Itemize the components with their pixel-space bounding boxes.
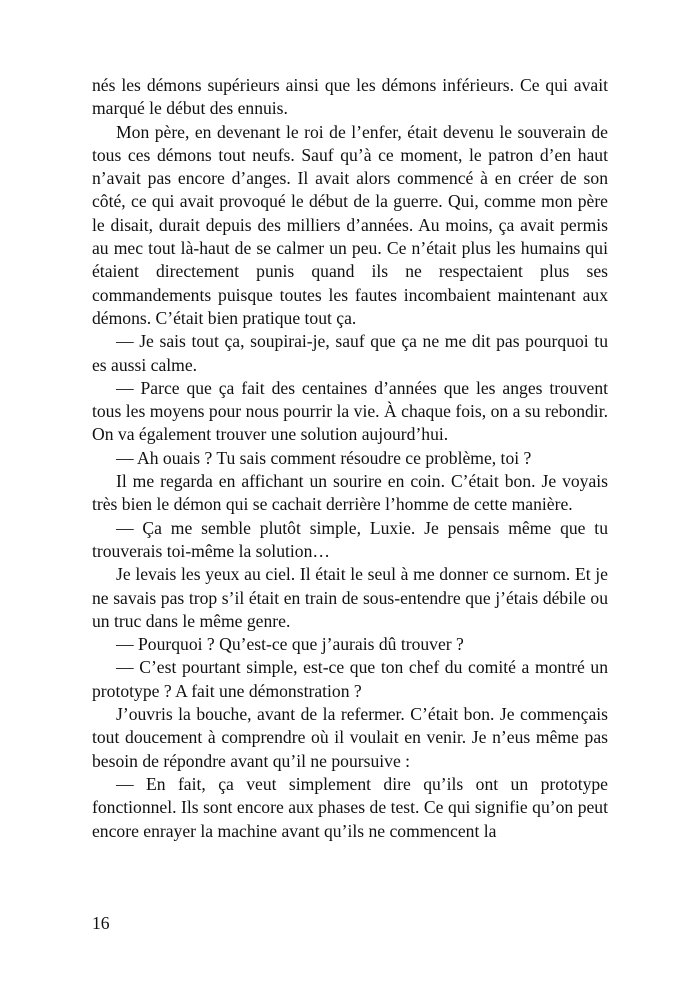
paragraph: — Ah ouais ? Tu sais comment résoudre ce problème, toi ? [116, 447, 532, 468]
paragraph: Mon père, en devenant le roi de l’enfer, était devenu le souverain de tous ces démons tout neufs. Sauf qu’à ce moment, le patron d’en haut n’avait pas encore d’anges. Il avait alors commencé à en créer de son côté, ce qui avait provoqué le début de la guerre. Qui, comme mon père le disait, durait depuis des milliers d’années. Au moins, ça avait permis au mec tout là-haut de se calmer un peu. Ce n’était plus les humains qui étaient directement punis quand ils ne respectaient plus ses commandements puisque toutes les fautes incombaient maintenant aux démons. C’était bien pratique tout ça. [92, 121, 608, 328]
paragraph: — Je sais tout ça, soupirai-je, sauf que ça ne me dit pas pourquoi tu es aussi calme. [92, 331, 608, 375]
paragraph: — C’est pourtant simple, est-ce que ton chef du comité a montré un prototype ? A fait une démonstration ? [92, 657, 608, 701]
paragraph: Je levais les yeux au ciel. Il était le seul à me donner ce surnom. Et je ne savais pas trop s’il était en train de sous-entendre que j’étais débile ou un truc dans le même genre. [92, 564, 608, 631]
paragraph: J’ouvris la bouche, avant de la refermer. C’était bon. Je commençais tout doucement à comprendre où il voulait en venir. Je n’eus même pas besoin de répondre avant qu’il ne poursuive : [92, 704, 608, 771]
paragraph: — Parce que ça fait des centaines d’années que les anges trouvent tous les moyens pour nous pourrir la vie. À chaque fois, on a su rebondir. On va également trouver une solution aujourd’hui. [92, 377, 608, 445]
paragraph: — En fait, ça veut simplement dire qu’ils ont un prototype fonctionnel. Ils sont encore aux phases de test. Ce qui signifie qu’on peut encore enrayer la machine avant qu’ils ne commencent la [92, 773, 608, 841]
paragraph: — Ça me semble plutôt simple, Luxie. Je pensais même que tu trouverais toi-même la solution… [92, 517, 608, 561]
paragraph: — Pourquoi ? Qu’est-ce que j’aurais dû trouver ? [116, 634, 464, 655]
paragraph: Il me regarda en affichant un sourire en coin. C’était bon. Je voyais très bien le démon qui se cachait derrière l’homme de cette manière. [92, 471, 608, 515]
paragraph: nés les démons supérieurs ainsi que les démons inférieurs. Ce qui avait marqué le début des ennuis. [92, 75, 608, 119]
page-number: 16 [92, 913, 110, 933]
body-text [92, 74, 608, 843]
